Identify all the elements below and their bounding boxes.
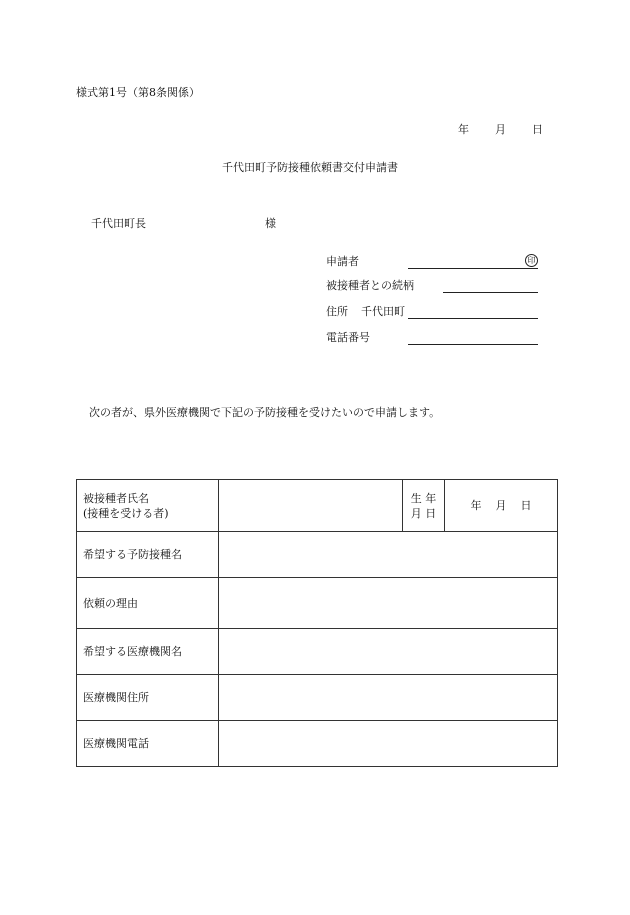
header-date-year: 年 bbox=[458, 123, 469, 136]
vaccinee-name-label: 被接種者氏名 bbox=[83, 491, 149, 505]
form-number: 様式第1号（第8条関係） bbox=[76, 86, 200, 99]
birth-date-day: 日 bbox=[520, 499, 532, 512]
row-label: 希望する医療機関名 bbox=[77, 629, 219, 675]
birth-date-month: 月 bbox=[495, 499, 507, 512]
address-line[interactable] bbox=[408, 318, 538, 319]
birth-date-year: 年 bbox=[470, 499, 482, 512]
seal-mark: 印 bbox=[525, 254, 538, 267]
vaccinee-name-sub: (接種を受ける者) bbox=[83, 506, 169, 520]
table-row bbox=[77, 675, 558, 721]
vaccinee-name-label-cell bbox=[77, 480, 219, 532]
header-date bbox=[458, 123, 543, 137]
table-row bbox=[77, 721, 558, 767]
table-row bbox=[77, 578, 558, 629]
header-date-day: 日 bbox=[532, 123, 543, 136]
row-label: 希望する予防接種名 bbox=[77, 532, 219, 578]
relation-label: 被接種者との続柄 bbox=[326, 279, 414, 292]
phone-label: 電話番号 bbox=[326, 331, 370, 344]
header-date-month: 月 bbox=[495, 123, 506, 136]
birth-label-bottom: 月 日 bbox=[410, 506, 437, 520]
address-label: 住所 bbox=[326, 305, 348, 318]
birth-date-field[interactable] bbox=[445, 480, 558, 532]
statement-text: 次の者が、県外医療機関で下記の予防接種を受けたいので申請します。 bbox=[89, 406, 441, 419]
row-value-field[interactable] bbox=[219, 629, 558, 675]
row-value-field[interactable] bbox=[219, 532, 558, 578]
addressee-honorific: 様 bbox=[265, 217, 276, 230]
applicant-name-line[interactable] bbox=[408, 268, 538, 269]
phone-line[interactable] bbox=[408, 344, 538, 345]
addressee-name: 千代田町長 bbox=[91, 217, 146, 230]
relation-line[interactable] bbox=[443, 292, 538, 293]
row-value-field[interactable] bbox=[219, 675, 558, 721]
application-table bbox=[76, 479, 558, 767]
row-label: 医療機関電話 bbox=[77, 721, 219, 767]
vaccinee-name-field[interactable] bbox=[219, 480, 403, 532]
table-row-vaccinee bbox=[77, 480, 558, 532]
row-label: 医療機関住所 bbox=[77, 675, 219, 721]
applicant-label: 申請者 bbox=[326, 255, 359, 268]
row-value-field[interactable] bbox=[219, 578, 558, 629]
table-row bbox=[77, 532, 558, 578]
address-prefix: 千代田町 bbox=[361, 305, 405, 318]
row-label: 依頼の理由 bbox=[77, 578, 219, 629]
row-value-field[interactable] bbox=[219, 721, 558, 767]
document-title: 千代田町予防接種依頼書交付申請書 bbox=[222, 161, 398, 174]
birth-label-top: 生 年 bbox=[410, 491, 437, 505]
table-row bbox=[77, 629, 558, 675]
birth-date-label-cell bbox=[403, 480, 445, 532]
